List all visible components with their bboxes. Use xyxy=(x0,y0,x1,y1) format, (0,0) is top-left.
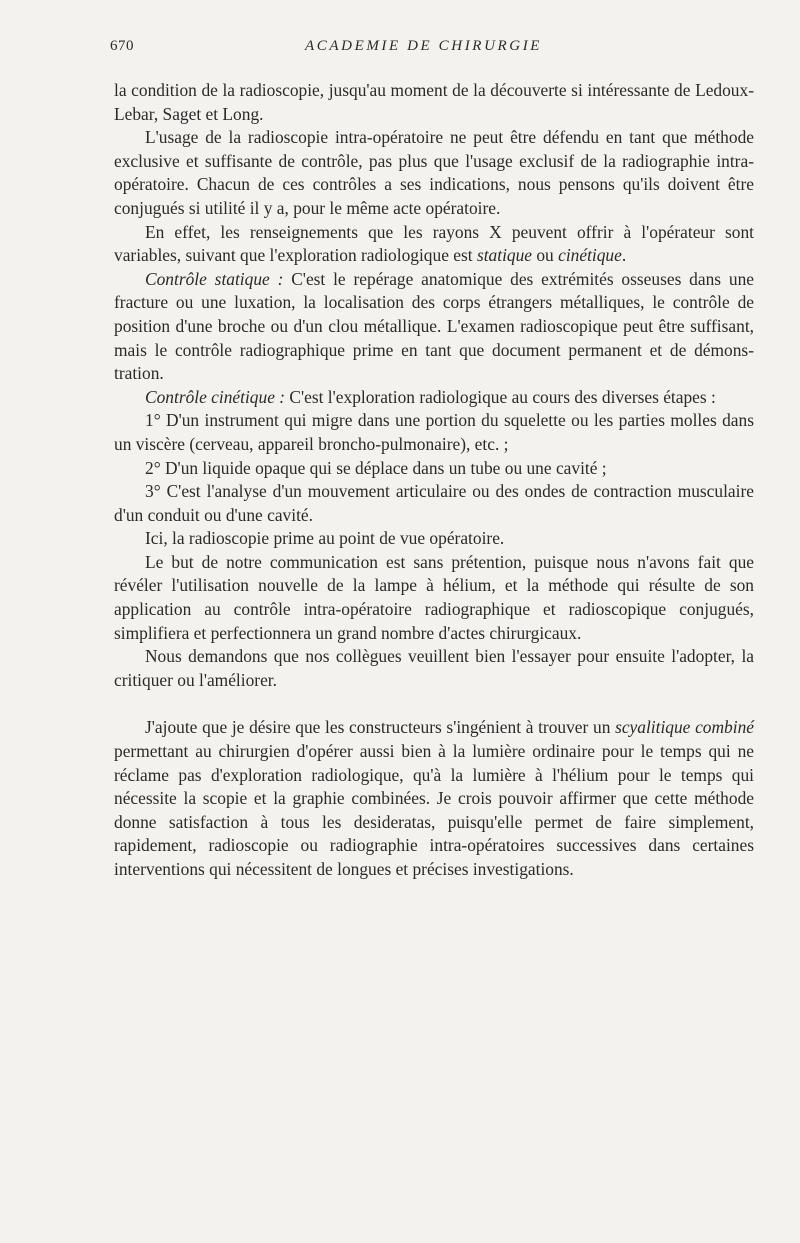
text-run: 1° D'un instrument qui migre dans une portion du squelette ou les parties molles dans un viscère (cerveau, appareil broncho-pulmonaire), etc. ; xyxy=(114,410,754,454)
text-run: permettant au chirurgien d'opérer aussi bien à la lumière ordinaire pour le temps qui ne réclame pas d'exploration radiologique, qu'à la lumière à l'hélium pour le temps qui nécessite la scopie et la graphie combinées. Je crois pouvoir affirmer que cette méthode donne satisfaction à tous les desideratas, puisqu'elle permet de faire simplement, rapidement, radioscopie ou radiographie intra-opératoires successives dans certaines interventions qui nécessitent de longues et précises investigations. xyxy=(114,741,754,879)
text-run: 3° C'est l'analyse d'un mouvement articulaire ou des ondes de contraction musculaire d'un conduit ou d'une cavité. xyxy=(114,481,754,525)
text-run: J'ajoute que je désire que les constructeurs s'ingénient à trouver un xyxy=(145,717,616,738)
text-run: Le but de notre communication est sans prétention, puisque nous n'avons fait que révéler l'utilisation nouvelle de la lampe à hélium, et la méthode qui résulte de son application au contrôle intra-opératoire radiographique et radioscopique conjugués, simplifiera et perfectionnera un grand nombre d'actes chirurgicaux. xyxy=(114,551,754,643)
italic-text: Contrôle statique : xyxy=(145,268,284,289)
paragraph xyxy=(114,457,754,481)
paragraph xyxy=(114,79,754,126)
page-header xyxy=(110,38,754,58)
page-number: 670 xyxy=(110,38,134,54)
text-run: En effet, les renseignements que les rayons X peuvent offrir à l'opérateur sont variables, suivant que l'exploration radiologique est xyxy=(114,221,754,266)
paragraph xyxy=(114,551,754,645)
text-run: Nous demandons que nos collègues veuillent bien l'essayer pour ensuite l'adopter, la critiquer ou l'améliorer. xyxy=(114,646,754,690)
italic-text: statique xyxy=(476,245,533,266)
paragraph xyxy=(114,268,754,386)
paragraph xyxy=(114,221,754,268)
body-text xyxy=(114,79,754,882)
paragraph xyxy=(114,409,754,456)
paragraph xyxy=(114,716,754,881)
paragraph xyxy=(114,126,754,220)
paragraph xyxy=(114,645,754,692)
text-run: C'est l'exploration radiologique au cours des diverses étapes : xyxy=(285,386,716,407)
paragraph xyxy=(114,480,754,527)
paragraph xyxy=(114,527,754,551)
text-run: L'usage de la radioscopie intra-opératoire ne peut être défendu en tant que méthode exclusive et suffisante de contrôle, pas plus que l'usage exclusif de la radiographie intra-opératoire. Chacun de ces contrôles a ses indications, nous pensons qu'ils doivent être conjugués si utilité il y a, pour le même acte opératoire. xyxy=(114,127,754,218)
italic-text: cinétique xyxy=(558,245,622,266)
text-run: 2° D'un liquide opaque qui se déplace dans un tube ou une cavité ; xyxy=(145,457,607,478)
italic-text: scyalitique combiné xyxy=(615,717,754,738)
text-run: Ici, la radioscopie prime au point de vue opératoire. xyxy=(145,528,505,549)
text-run: ou xyxy=(532,245,559,266)
paragraph xyxy=(114,386,754,410)
running-title: ACADEMIE DE CHIRURGIE xyxy=(305,38,543,54)
italic-text: Contrôle cinétique : xyxy=(145,386,286,407)
text-run: . xyxy=(621,245,627,266)
text-run: la condition de la radioscopie, jusqu'au moment de la découverte si intéressante de Ledoux-Lebar, Saget et Long. xyxy=(114,80,754,124)
text-run: C'est le repérage anatomique des extrémités osseuses dans une fracture ou une luxation, la localisation des corps étrangers métalliques, le contrôle de position d'une broche ou d'un clou métallique. L'examen radioscopique peut être suffisant, mais le contrôle radiographique prime en tant que document permanent et de démonstration. xyxy=(114,268,754,384)
